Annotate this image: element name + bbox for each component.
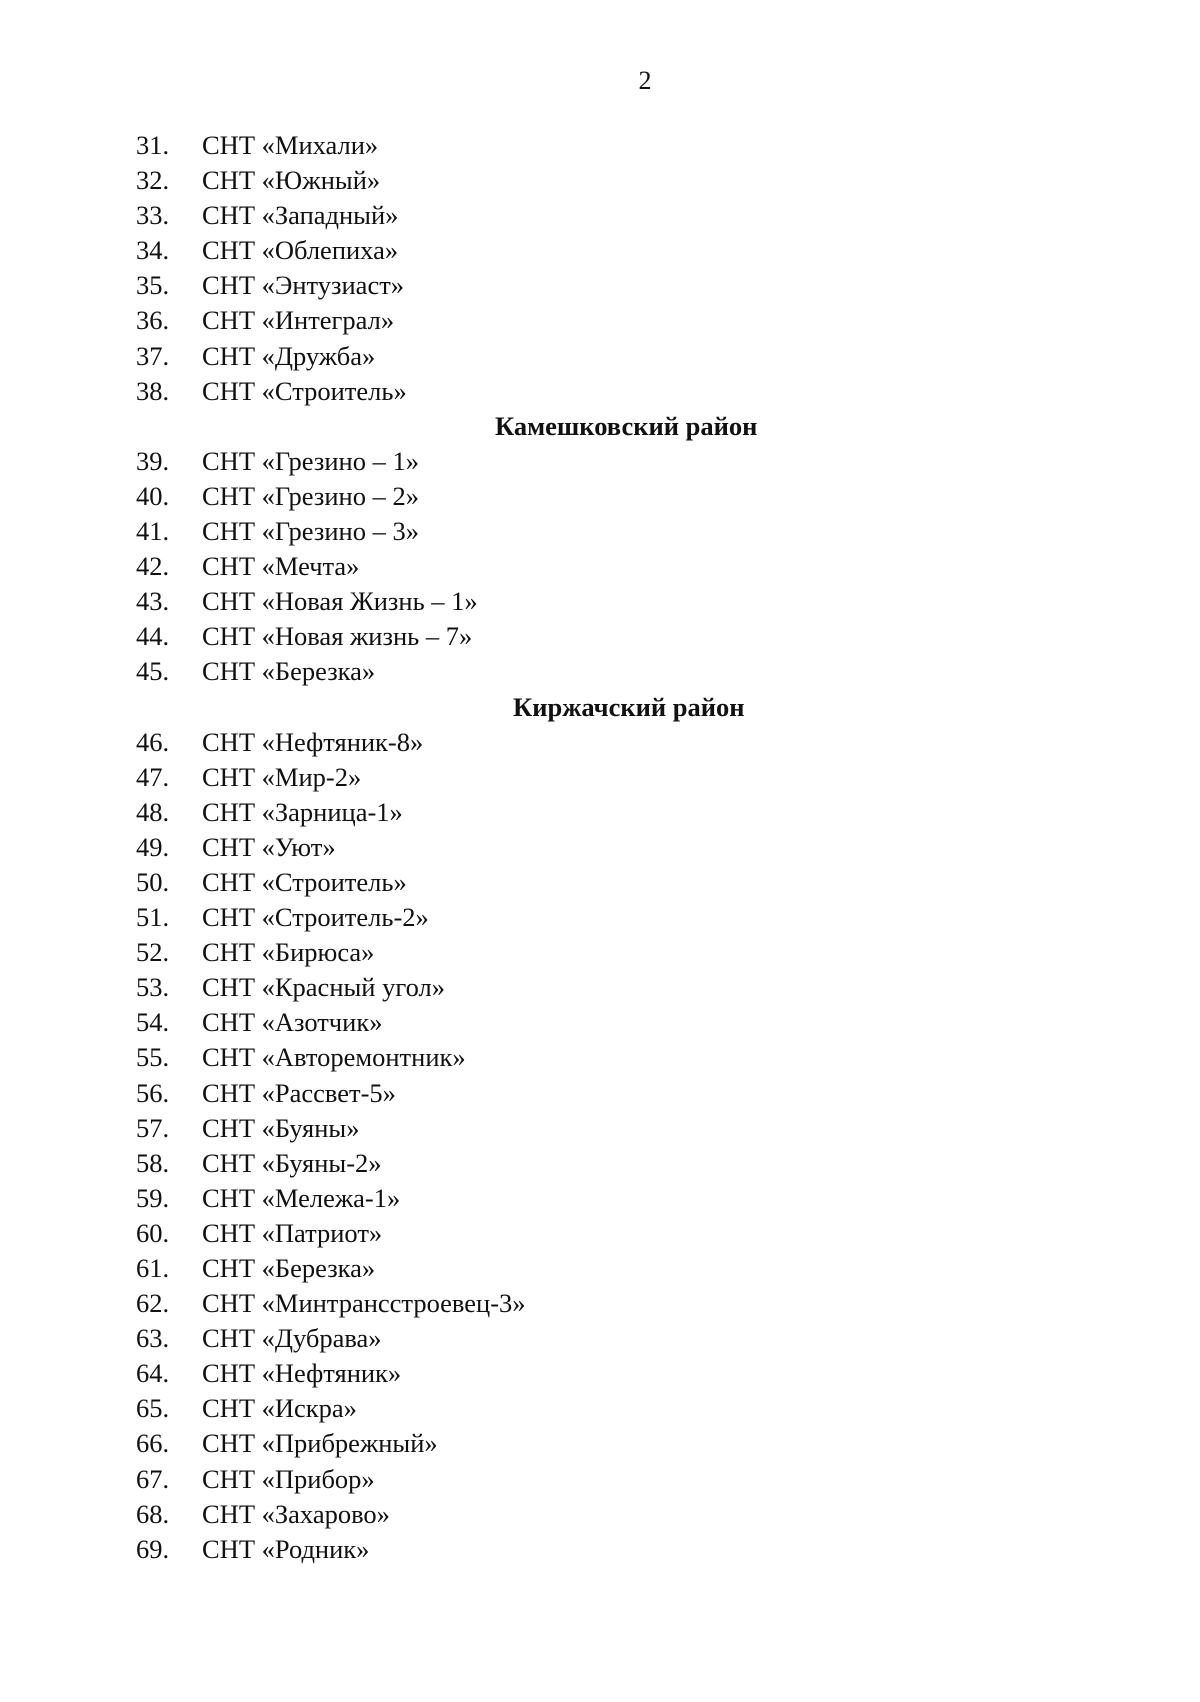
list-item <box>136 1005 1136 1040</box>
list-item <box>136 970 1136 1005</box>
item-number: 65. <box>136 1393 170 1424</box>
item-number: 44. <box>136 621 170 652</box>
item-number: 54. <box>136 1007 170 1038</box>
list-item <box>136 584 1136 619</box>
list-item <box>136 128 1136 163</box>
item-number: 51. <box>136 902 170 933</box>
list-item <box>136 479 1136 514</box>
item-name: СНТ «Дубрава» <box>202 1323 382 1354</box>
list-item <box>136 1532 1136 1567</box>
item-number: 62. <box>136 1288 170 1319</box>
item-number: 40. <box>136 480 170 511</box>
list-item <box>136 1356 1136 1391</box>
list-item <box>136 339 1136 374</box>
list-item <box>136 303 1136 338</box>
item-number: 32. <box>136 165 170 196</box>
list-item <box>136 935 1136 970</box>
item-name: СНТ «Уют» <box>202 831 336 862</box>
item-name: СНТ «Грезино – 1» <box>202 445 419 476</box>
list-item <box>136 233 1136 268</box>
list-item <box>136 1391 1136 1426</box>
list-section <box>136 409 1136 690</box>
item-name: СНТ «Буяны» <box>202 1112 360 1143</box>
item-number: 41. <box>136 516 170 547</box>
item-name: СНТ «Новая Жизнь – 1» <box>202 586 478 617</box>
item-number: 48. <box>136 796 170 827</box>
list-section <box>136 690 1136 1567</box>
item-name: СНТ «Рассвет-5» <box>202 1077 396 1108</box>
list-item <box>136 619 1136 654</box>
item-name: СНТ «Бирюса» <box>202 937 375 968</box>
item-number: 69. <box>136 1533 170 1564</box>
item-number: 42. <box>136 551 170 582</box>
item-name: СНТ «Строитель» <box>202 866 407 897</box>
item-number: 45. <box>136 656 170 687</box>
item-name: СНТ «Михали» <box>202 130 379 160</box>
list-item <box>136 1111 1136 1146</box>
list-item <box>136 268 1136 303</box>
item-name: СНТ «Интеграл» <box>202 305 395 336</box>
item-number: 53. <box>136 972 170 1003</box>
item-number: 58. <box>136 1147 170 1178</box>
list-item <box>136 830 1136 865</box>
item-name: СНТ «Прибрежный» <box>202 1428 438 1459</box>
list-item <box>136 725 1136 760</box>
item-number: 37. <box>136 340 170 371</box>
item-number: 43. <box>136 586 170 617</box>
item-name: СНТ «Западный» <box>202 200 399 231</box>
item-number: 56. <box>136 1077 170 1108</box>
item-name: СНТ «Южный» <box>202 165 381 196</box>
item-name: СНТ «Нефтяник-8» <box>202 726 424 757</box>
item-name: СНТ «Строитель» <box>202 375 407 406</box>
list-item <box>136 163 1136 198</box>
item-name: СНТ «Родник» <box>202 1533 370 1564</box>
item-name: СНТ «Новая жизнь – 7» <box>202 621 473 652</box>
item-number: 52. <box>136 937 170 968</box>
item-number: 46. <box>136 726 170 757</box>
item-number: 67. <box>136 1463 170 1494</box>
item-name: СНТ «Нефтяник» <box>202 1358 402 1389</box>
list-item <box>136 1286 1136 1321</box>
section-heading-kameshkovsky: Камешковский район <box>495 410 758 441</box>
item-number: 36. <box>136 305 170 336</box>
item-name: СНТ «Прибор» <box>202 1463 375 1494</box>
list-item <box>136 514 1136 549</box>
item-number: 60. <box>136 1217 170 1248</box>
list-item <box>136 444 1136 479</box>
item-number: 49. <box>136 831 170 862</box>
list-item <box>136 198 1136 233</box>
list-item <box>136 1181 1136 1216</box>
item-number: 61. <box>136 1253 170 1283</box>
item-name: СНТ «Красный угол» <box>202 972 445 1003</box>
item-name: СНТ «Мир-2» <box>202 761 362 792</box>
list-item <box>136 795 1136 830</box>
item-name: СНТ «Буяны-2» <box>202 1147 382 1178</box>
item-name: СНТ «Энтузиаст» <box>202 270 405 301</box>
list-item <box>136 1040 1136 1075</box>
list-item <box>136 654 1136 689</box>
list-section <box>136 128 1136 409</box>
list-item <box>136 1426 1136 1461</box>
item-name: СНТ «Облепиха» <box>202 235 399 266</box>
item-number: 59. <box>136 1182 170 1213</box>
list-item <box>136 1497 1136 1532</box>
list-item <box>136 1251 1136 1286</box>
item-name: СНТ «Грезино – 2» <box>202 480 419 511</box>
item-number: 57. <box>136 1112 170 1143</box>
list-item <box>136 1076 1136 1111</box>
item-number: 38. <box>136 375 170 406</box>
item-number: 64. <box>136 1358 170 1389</box>
item-number: 68. <box>136 1498 170 1529</box>
item-name: СНТ «Строитель-2» <box>202 902 429 933</box>
item-number: 33. <box>136 200 170 231</box>
item-name: СНТ «Грезино – 3» <box>202 516 419 547</box>
item-name: СНТ «Мележа-1» <box>202 1182 401 1213</box>
list-item <box>136 900 1136 935</box>
list-item <box>136 1462 1136 1497</box>
list-item <box>136 374 1136 409</box>
item-number: 39. <box>136 445 170 476</box>
item-number: 50. <box>136 866 170 897</box>
document-list <box>136 128 1136 1567</box>
item-name: СНТ «Патриот» <box>202 1217 383 1248</box>
page-number: 2 <box>638 66 652 95</box>
item-number: 34. <box>136 235 170 266</box>
item-name: СНТ «Искра» <box>202 1393 357 1424</box>
item-number: 55. <box>136 1042 170 1073</box>
item-number: 35. <box>136 270 170 301</box>
list-item <box>136 1216 1136 1251</box>
item-name: СНТ «Захарово» <box>202 1498 390 1529</box>
list-item <box>136 1146 1136 1181</box>
item-number: 47. <box>136 761 170 792</box>
list-item <box>136 865 1136 900</box>
item-number: 31. <box>136 130 170 160</box>
item-name: СНТ «Зарница-1» <box>202 796 403 827</box>
item-name: СНТ «Минтрансстроевец-3» <box>202 1288 526 1319</box>
item-number: 66. <box>136 1428 170 1459</box>
list-item <box>136 760 1136 795</box>
list-item <box>136 1321 1136 1356</box>
item-name: СНТ «Мечта» <box>202 551 360 582</box>
item-name: СНТ «Авторемонтник» <box>202 1042 466 1073</box>
item-name: СНТ «Березка» <box>202 1253 376 1283</box>
item-name: СНТ «Дружба» <box>202 340 376 371</box>
item-name: СНТ «Березка» <box>202 656 376 687</box>
section-heading-kirzhachsky: Киржачский район <box>513 691 745 722</box>
item-number: 63. <box>136 1323 170 1354</box>
list-item <box>136 549 1136 584</box>
item-name: СНТ «Азотчик» <box>202 1007 383 1038</box>
